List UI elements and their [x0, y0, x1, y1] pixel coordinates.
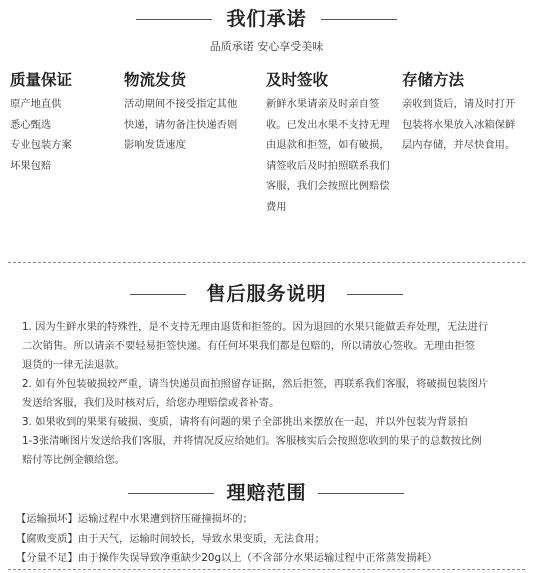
promise-line: 包装将水果放入冰箱保鲜 [402, 118, 516, 131]
after-sales-header [0, 282, 533, 306]
promise-header [0, 7, 533, 31]
after-sales-list [22, 318, 522, 470]
promise-title: 及时签收 [266, 71, 329, 89]
after-sales-line: 1-3张清晰图片发送给我们客服，并将情况反应给她们。客服核实后会按照您收到的果子的总数按比例 [22, 435, 482, 447]
after-sales-line: 2. 如有外包装破损较严重，请当快递员面拍照留存证据，然后拒签，再联系我们客服，将破损包装图片 [22, 378, 489, 390]
after-sales-line: 1. 因为生鲜水果的特殊性，是不支持无理由退货和拒签的。因为退回的水果只能做丢弃处理，无法进行 [22, 321, 489, 333]
promise-line: 专业包装方案 [10, 139, 72, 151]
promise-line: 由退款和拒签，如有破损， [266, 139, 390, 151]
claims-item: 【腐败变质】由于天气，运输时间较长，导致水果变质，无法食用； [16, 532, 325, 545]
dashed-divider-top [8, 262, 525, 263]
claims-list [16, 510, 526, 569]
dashed-divider-bottom [8, 569, 525, 570]
header-line-right [318, 493, 404, 494]
promise-storage [402, 70, 525, 156]
after-sales-line: 退货的一律无法退款。 [22, 359, 125, 371]
after-sales-title: 售后服务说明 [206, 283, 327, 305]
promise-line: 活动期间不接受指定其他 [124, 98, 238, 110]
promise-line: 收。已发出水果不支持无理 [266, 118, 390, 131]
promise-line: 悉心甄选 [10, 118, 52, 131]
promise-line: 请签收后及时拍照联系我们 [266, 159, 390, 172]
after-sales-line: 3. 如果收到的果果有破损、变质，请将有问题的果子全部挑出来摆放在一起，并以外包装为背景拍 [22, 416, 468, 428]
after-sales-line: 发送给客服，我们及时核对后，给您办理赔偿或者补寄。 [22, 397, 280, 409]
claims-title: 理赔范围 [226, 482, 307, 504]
claims-item: 【分量不足】由于操作失误导致净重缺少20g以上（不含部分水果运输过程中正常蒸发损耗） [16, 552, 438, 564]
header-line-right [321, 19, 397, 20]
page-title: 我们承诺 [226, 8, 307, 30]
promise-line: 客服，我们会按照比例赔偿 [266, 180, 390, 192]
header-line-right [347, 294, 403, 295]
claims-item: 【运输损坏】运输过程中水果遭到挤压碰撞损坏的； [16, 513, 253, 525]
promise-line: 费用 [266, 200, 287, 213]
after-sales-line: 赔付等比例金额给您。 [22, 454, 125, 466]
promise-line: 坏果包赔 [10, 159, 52, 172]
promise-line: 快递，请勿备注快递否则 [124, 118, 238, 131]
promise-line: 新鲜水果请亲及时亲自签 [266, 98, 380, 110]
after-sales-line: 二次销售。所以请亲不要轻易拒签快递。有任何坏果我们都是包赔的，所以请放心签收。无理由拒签 [22, 340, 476, 352]
promise-title: 存储方法 [402, 71, 465, 89]
promise-logistics [124, 70, 260, 156]
claims-header [0, 481, 533, 505]
promise-grid [8, 70, 525, 220]
promise-line: 层内存储，并尽快食用。 [402, 139, 516, 151]
promise-line: 原产地直供 [10, 98, 62, 110]
promise-title: 物流发货 [124, 71, 187, 89]
page-subtitle: 品质承诺 安心享受美味 [209, 40, 324, 53]
promise-line: 影响发货速度 [124, 139, 186, 151]
promise-line: 亲收到货后，请及时打开 [402, 98, 516, 110]
promise-signing [266, 70, 394, 217]
promise-title: 质量保证 [10, 71, 73, 89]
promise-quality [10, 70, 118, 176]
